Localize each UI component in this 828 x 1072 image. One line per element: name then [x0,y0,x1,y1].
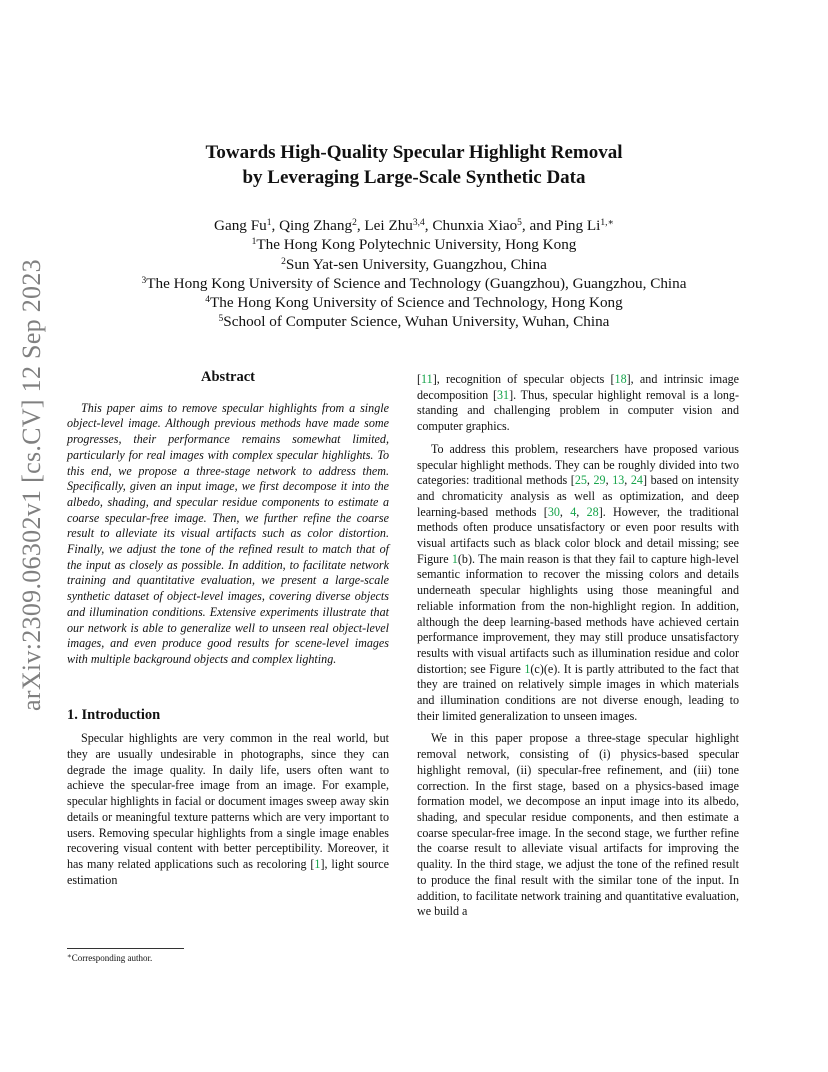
separator: , [605,473,613,488]
affiliation-line [60,312,768,331]
paragraph-text: ], and intrinsic image decomposition [ [417,372,739,402]
intro-paragraph-3: We in this paper propose a three-stage specular highlight removal network, consisting of (i) physics-based specular highlight removal, (ii) specular-free refinement, and (iii) tone correction. In the first stage, based on a physics-based image formation model, we decompose an input image into its albedo, shading, and specular residue components, and then estimate a coarse specular-free image. In the second stage, we further refine the coarse result to alleviate visual artifacts for improving the quality. In the third stage, we adjust the tone of the refined result to produce the final result with the similar tone of the input. In addition, to facilitate network training and quantitative evaluation, we build a [417,731,739,919]
affiliation-line [60,235,768,254]
author-name: Ping Li [555,217,601,234]
footnote-divider [67,948,184,949]
right-column [417,372,739,920]
abstract-heading: Abstract [201,369,255,385]
author-name: Chunxia Xiao [432,217,518,234]
citation-link[interactable]: 18 [614,372,627,386]
citation-link[interactable]: 13 [612,473,625,488]
paragraph-text: ], recognition of specular objects [ [432,372,615,386]
figure-reference-link[interactable]: 1 [524,661,531,676]
citation-link[interactable]: 24 [630,473,643,488]
author-block [60,216,768,332]
affiliation-line [60,293,768,312]
affiliation-number: 5 [218,314,224,325]
paragraph-text: (c)(e). It is partly attributed to the fact that they are trained on relatively simple images in which materials and illumination conditions are not diverse enough, leading to their limited generalization to unseen images. [417,661,739,723]
separator: , [559,504,571,519]
author-affil-mark: 1 [266,218,272,228]
affiliation-text: School of Computer Science, Wuhan University, Wuhan, China [223,313,610,331]
affiliation-text: The Hong Kong Polytechnic University, Hong Kong [256,236,577,254]
citation-link[interactable]: 4 [570,504,577,519]
citation-link[interactable]: 11 [421,372,433,386]
citation-link[interactable]: 28 [586,504,599,519]
section-heading-introduction: 1. Introduction [67,706,161,723]
separator: , [624,473,631,488]
affiliation-number: 3 [141,275,147,286]
paragraph-text: [ [417,372,422,386]
left-column [67,370,389,888]
affiliation-line [60,255,768,274]
title-line-1: Towards High-Quality Specular Highlight Removal [205,142,623,163]
affiliation-text: Sun Yat-sen University, Guangzhou, China [285,255,547,273]
affiliation-line [60,274,768,293]
footnote-text: Corresponding author. [71,953,153,963]
separator: , [576,504,587,519]
footnote-mark: ∗ [67,952,72,960]
paragraph-text: Specular highlights are very common in the real world, but they are usually undesirable in photographs, since they can degrade the image quality. In daily life, users often want to achieve the specular-free image from an image. For example, specular highlights in facial or document images sweep away skin details or meaningful texture patterns which are very important to users. Removing specular highlights from a single image enables recovering visual content with better perceptibility. Moreover, it has many related applications such as recoloring [ [67,731,389,871]
citation-link[interactable]: 31 [497,387,510,402]
author-name: Gang Fu [214,217,267,234]
arxiv-identifier-text: arXiv:2309.06302v1 [cs.CV] 12 Sep 2023 [17,259,46,711]
affiliation-text: The Hong Kong University of Science and Technology (Guangzhou), Guangzhou, China [146,274,687,292]
author-name: Qing Zhang [279,217,353,234]
author-name: Lei Zhu [364,217,413,234]
paragraph-text: ]. Thus, specular highlight removal is a long-standing and challenging problem in computer vision and computer graphics. [417,387,739,434]
intro-paragraph-1 [67,731,389,888]
citation-link[interactable]: 25 [574,473,587,488]
arxiv-identifier-stamp [14,259,50,711]
citation-link[interactable]: 29 [593,473,606,488]
paragraph-text: To address this problem, researchers have proposed various specular highlight methods. They can be roughly divided into two categories: traditional methods [ [417,441,739,488]
intro-paragraph-1-continued [417,372,739,435]
intro-paragraph-2 [417,442,739,725]
figure-reference-link[interactable]: 1 [451,551,458,566]
separator: , [586,473,594,488]
title-line-2: by Leveraging Large-Scale Synthetic Data [242,167,586,188]
author-list: Gang Fu$^1$, Qing Zhang$^2$, Lei Zhu$^{3,4}$, Chunxia Xiao$^5$, and Ping $Li^{1,∗}$ [214,217,614,234]
paragraph-text: (b). The main reason is that they fail to capture high-level semantic information to recover the missing colors and details underneath specular highlights using those meaningful and reliable information from the non-highlight region. In addition, although the deep learning-based methods have achieved certain performance improvement, they may still produce unsatisfactory results with visual artifacts such as illumination residue and color distortion; see Figure [417,551,739,676]
citation-link[interactable]: 30 [547,504,560,519]
paragraph-text: ], light source estimation [67,856,389,887]
affiliation-text: The Hong Kong University of Science and Technology, Hong Kong [210,294,623,312]
affiliation-number: 1 [251,237,257,248]
paragraph-text: ] based on intensity and chromaticity analysis as well as optimization, and deep learning-based methods [ [417,473,739,519]
abstract-body: This paper aims to remove specular highlights from a single object-level image. Although previous methods have made some progresses, their performance remains somewhat limited, particularly for real images with complex specular highlights. To this end, we propose a three-stage network to address them. Specifically, given an input image, we first decompose it into the albedo, shading, and specular residue components to estimate a coarse specular-free image. Then, we further refine the coarse result to alleviate its visual artifacts such as color distortion. Finally, we adjust the tone of the refined result to match that of the input as closely as possible. In addition, to facilitate network training and quantitative evaluation, we present a large-scale synthetic dataset of object-level images, covering diverse objects and illumination conditions. Extensive experiments illustrate that our network is able to generalize well to unseen real object-level images, and even produce good results for scene-level images with multiple background objects and complex lighting. [67,400,389,666]
author-affil-mark: 2 [352,218,357,228]
affiliation-number: 4 [205,295,211,306]
paper-title [100,140,728,190]
author-affil-mark: 1,∗ [600,218,614,228]
author-affil-mark: 5 [517,218,522,228]
affiliation-number: 2 [281,256,286,267]
author-affil-mark: 3,4 [412,218,425,228]
footnote [67,952,152,964]
citation-link[interactable]: 1 [314,856,321,871]
paragraph-text: ]. However, the traditional methods often produce unsatisfactory or even poor results with visual artifacts such as black color block and detail missing; see Figure [417,504,740,566]
